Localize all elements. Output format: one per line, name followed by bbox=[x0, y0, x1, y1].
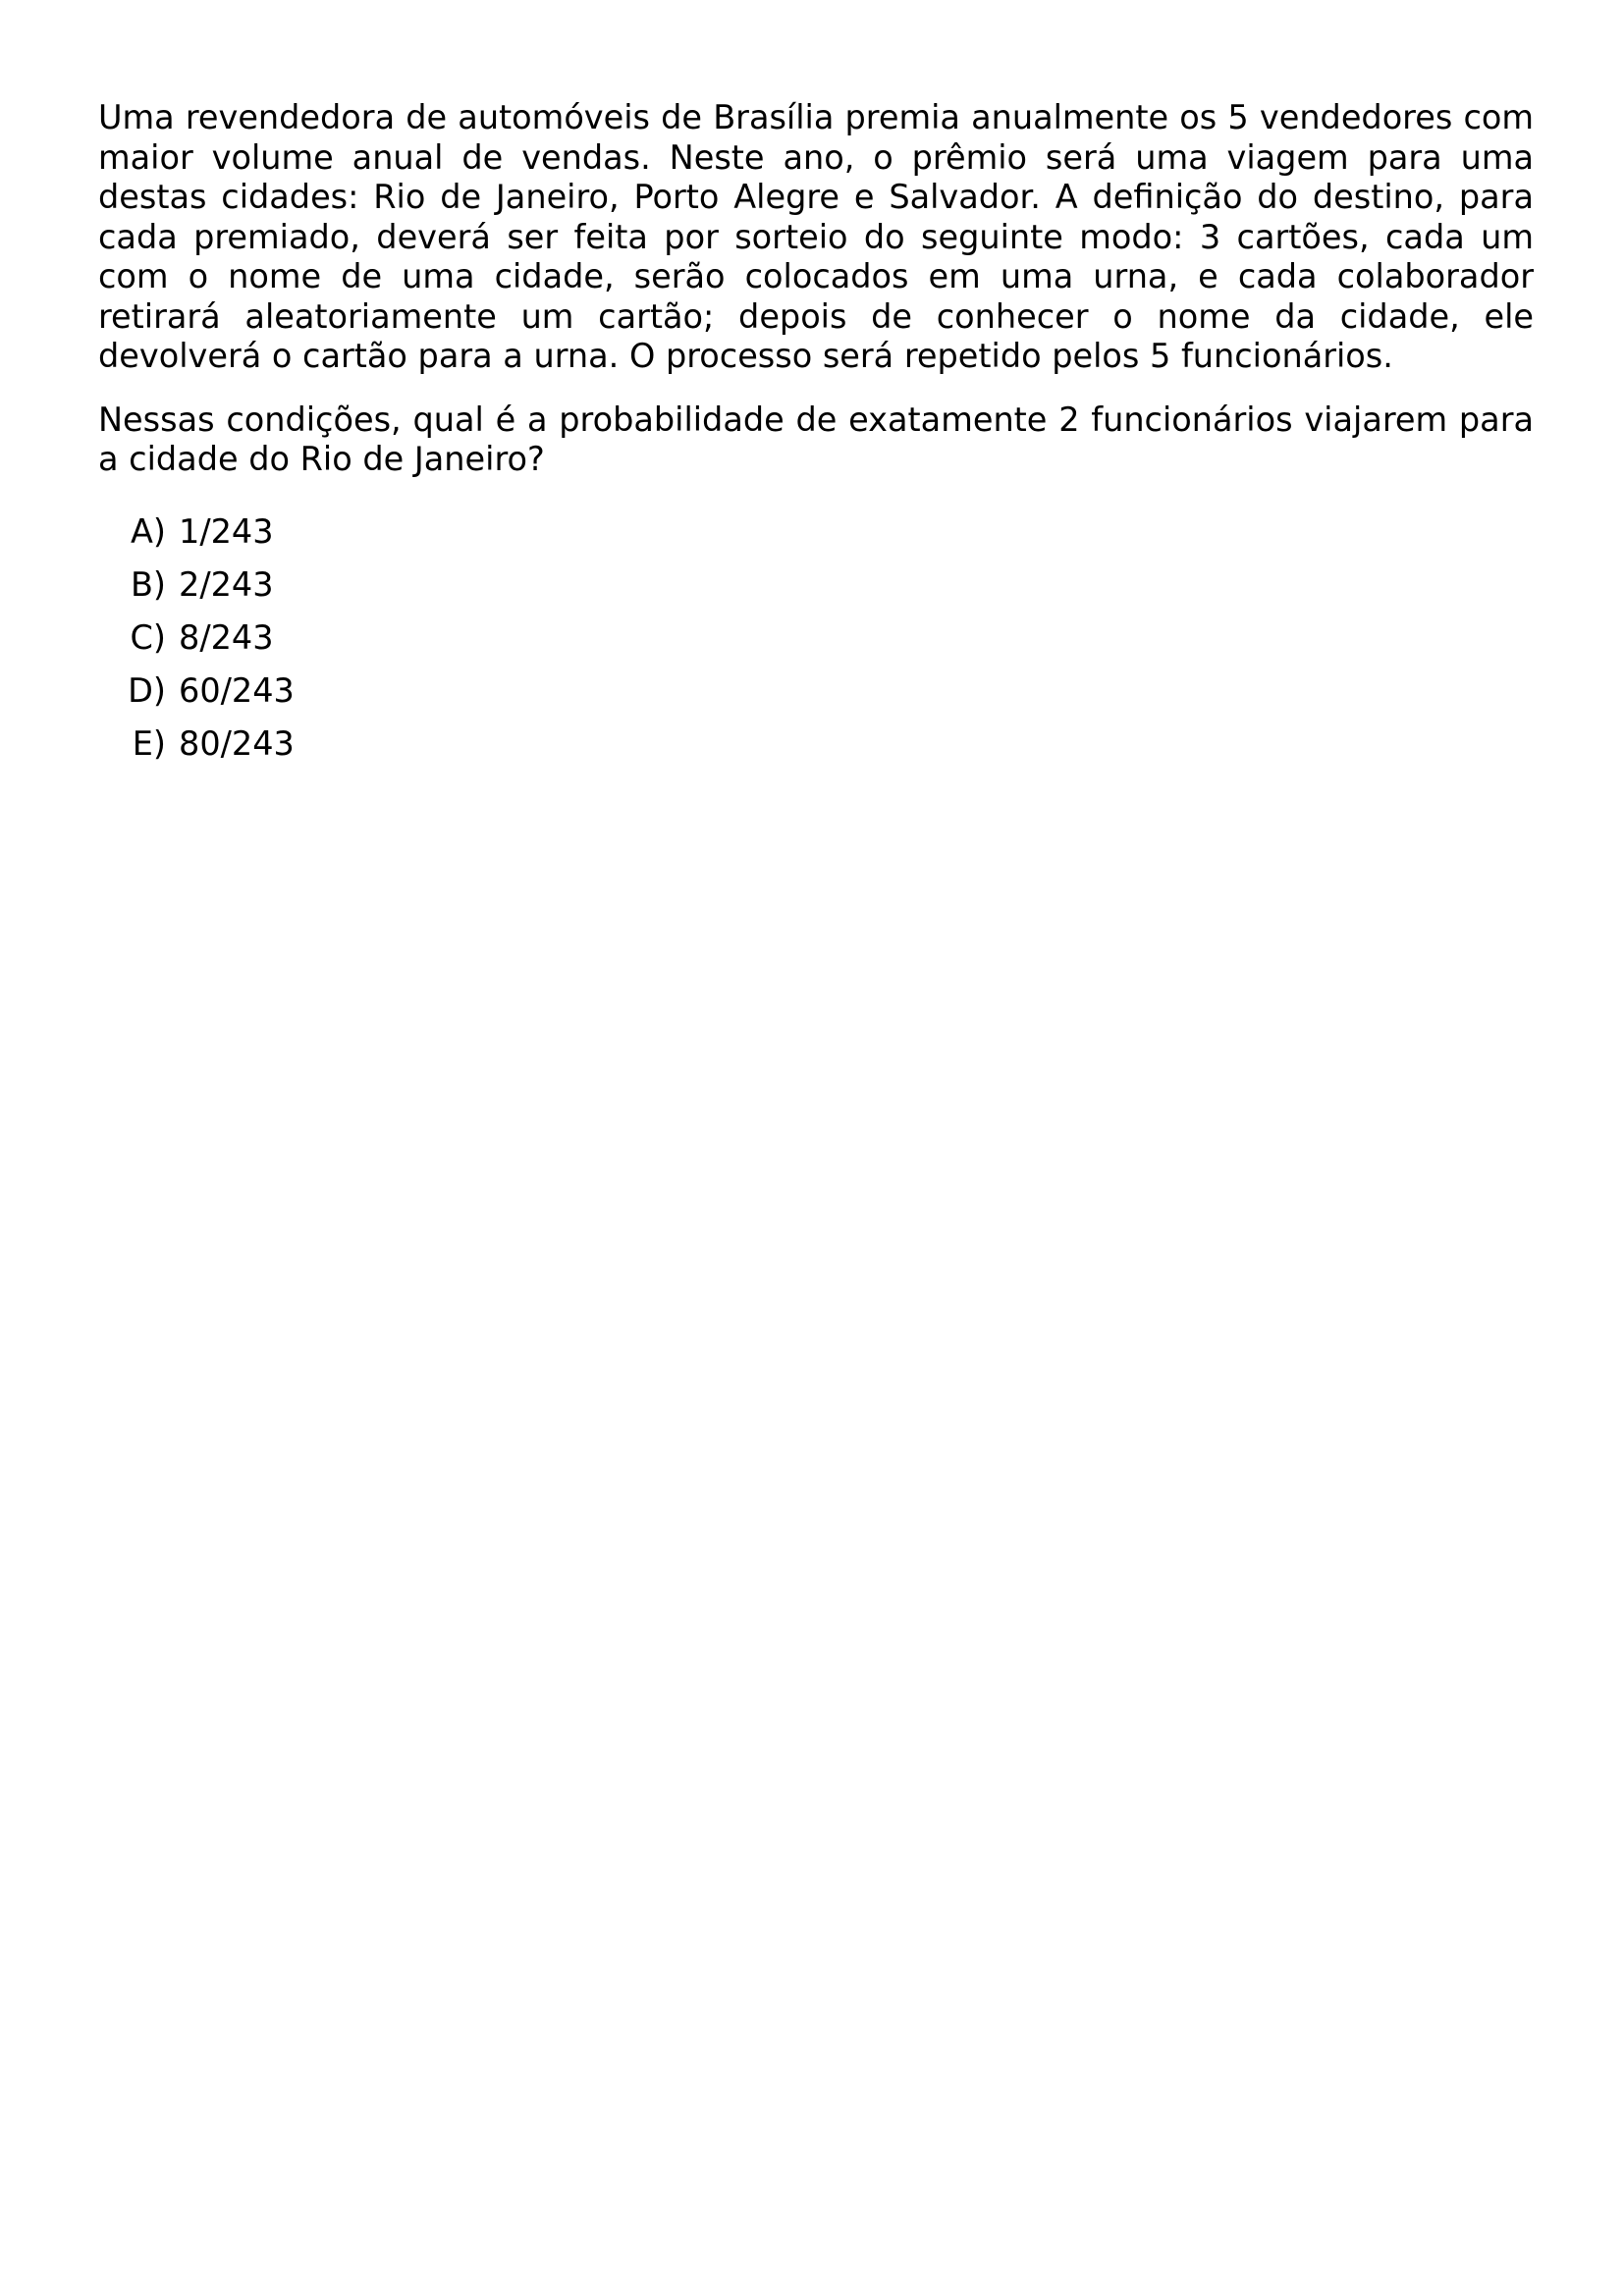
option-text: 60/243 bbox=[179, 670, 295, 710]
option-text: 8/243 bbox=[179, 617, 274, 657]
answer-option-d bbox=[98, 671, 1534, 724]
option-letter: A) bbox=[131, 511, 166, 551]
option-letter: E) bbox=[132, 723, 166, 763]
question-prompt: Nessas condições, qual é a probabilidade de exatamente 2 funcionários viajarem para a cidade do Rio de Janeiro? bbox=[98, 400, 1534, 478]
option-text: 1/243 bbox=[179, 511, 274, 551]
option-letter: C) bbox=[130, 617, 166, 657]
document-page bbox=[98, 98, 1534, 777]
answer-option-a bbox=[98, 512, 1534, 565]
answer-option-e bbox=[98, 724, 1534, 777]
option-letter: D) bbox=[128, 670, 166, 710]
answer-option-c bbox=[98, 618, 1534, 671]
option-text: 2/243 bbox=[179, 564, 274, 604]
question-statement: Uma revendedora de automóveis de Brasília premia anualmente os 5 vendedores com maior volume anual de vendas. Neste ano, o prêmio será uma viagem para uma destas cidades: Rio de Janeiro, Porto Alegre e Salvador. A definição do destino, para cada premiado, deverá ser feita por sorteio do seguinte modo: 3 cartões, cada um com o nome de uma cidade, serão colocados em uma urna, e cada colaborador retirará aleatoriamente um cartão; depois de conhecer o nome da cidade, ele devolverá o cartão para a urna. O processo será repetido pelos 5 funcionários. bbox=[98, 98, 1534, 375]
answer-options bbox=[98, 512, 1534, 777]
option-text: 80/243 bbox=[179, 723, 295, 763]
answer-option-b bbox=[98, 565, 1534, 618]
option-letter: B) bbox=[130, 564, 166, 604]
